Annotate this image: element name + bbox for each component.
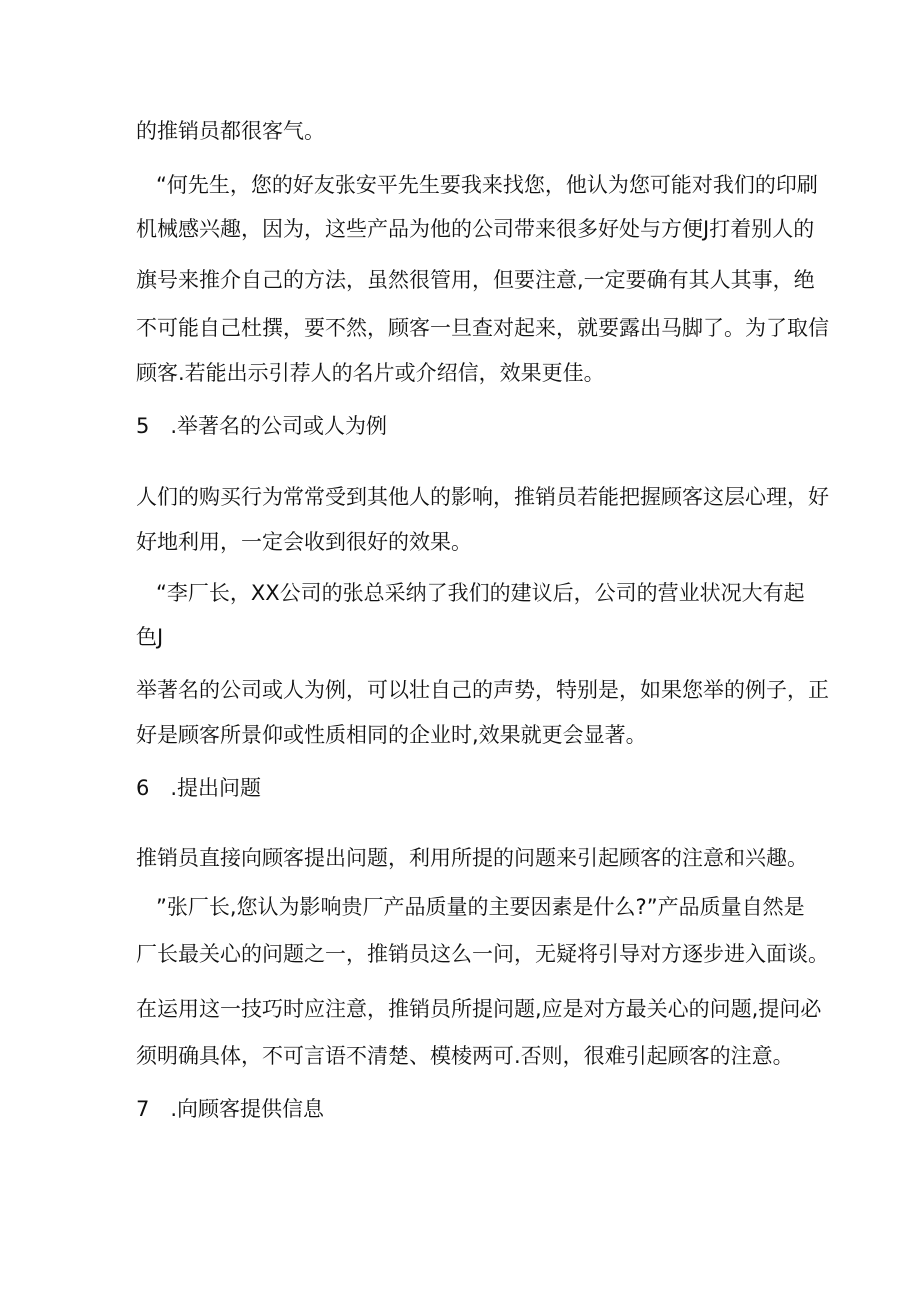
paragraph-line-4: 旗号来推介自己的方法，虽然很管用，但要注意,一定要确有其人其事，绝	[136, 268, 815, 292]
section-heading-5: 5 .举著名的公司或人为例	[136, 414, 388, 438]
paragraph-line-2: “何先生，您的好友张安平先生要我来找您，他认为您可能对我们的印刷	[156, 173, 818, 197]
paragraph-line-13: 推销员直接向顾客提出问题，利用所提的问题来引起顾客的注意和兴趣。	[136, 846, 808, 870]
paragraph-line-16: 在运用这一技巧时应注意，推销员所提问题,应是对方最关心的问题,提问必	[136, 997, 822, 1021]
paragraph-line-8: 好地利用，一定会收到很好的效果。	[136, 530, 472, 554]
paragraph-line-5: 不可能自己杜撰，要不然，顾客一旦查对起来，就要露出马脚了。为了取信	[136, 316, 829, 340]
paragraph-line-12: 好是顾客所景仰或性质相同的企业时,效果就更会显著。	[136, 723, 647, 747]
section-heading-6: 6 .提出问题	[136, 776, 262, 800]
section-heading-7: 7 .向顾客提供信息	[136, 1097, 325, 1121]
paragraph-line-10: 色J	[136, 625, 164, 649]
paragraph-line-7: 人们的购买行为常常受到其他人的影响，推销员若能把握顾客这层心理，好	[136, 485, 829, 509]
paragraph-line-15: 厂长最关心的问题之一，推销员这么一问，无疑将引导对方逐步进入面谈。	[136, 942, 829, 966]
paragraph-line-3: 机械感兴趣，因为，这些产品为他的公司带来很多好处与方便J打着别人的	[136, 217, 815, 241]
paragraph-line-14: ”张厂长,您认为影响贵厂产品质量的主要因素是什么?”产品质量自然是	[156, 895, 805, 919]
paragraph-line-1: 的推销员都很客气。	[136, 119, 325, 143]
paragraph-line-9: “李厂长，XX公司的张总采纳了我们的建议后，公司的营业状况大有起	[156, 581, 805, 605]
paragraph-line-11: 举著名的公司或人为例，可以壮自己的声势，特别是，如果您举的例子，正	[136, 678, 829, 702]
paragraph-line-17: 须明确具体，不可言语不清楚、模棱两可.否则，很难引起顾客的注意。	[136, 1044, 794, 1068]
paragraph-line-6: 顾客.若能出示引荐人的名片或介绍信，效果更佳。	[136, 361, 605, 385]
